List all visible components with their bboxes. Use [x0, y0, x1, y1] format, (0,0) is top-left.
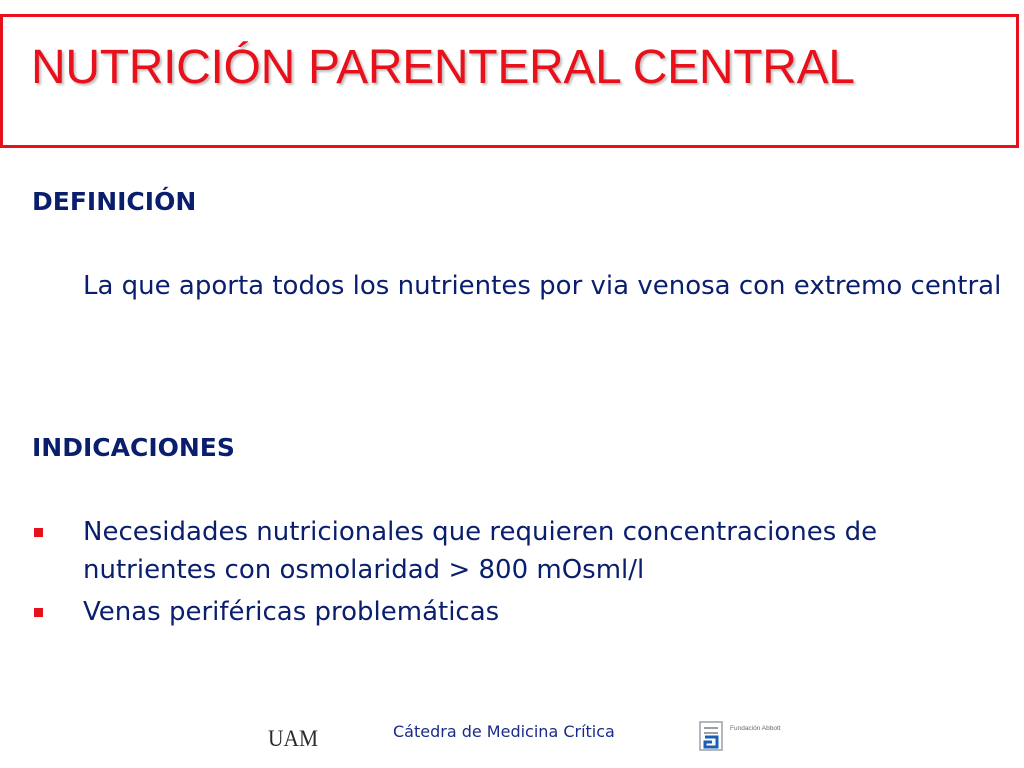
- indication-item-text: Venas periféricas problemáticas: [83, 597, 500, 627]
- definition-text: La que aporta todos los nutrientes por via venosa con extremo central: [83, 271, 1002, 301]
- definition-heading: DEFINICIÓN: [32, 187, 197, 216]
- indication-item-text: Necesidades nutricionales que requieren concentraciones de nutrientes con osmolaridad > 800 mOsml/l: [83, 517, 878, 585]
- bullet-square-icon: [34, 528, 43, 537]
- uam-logo-text: UAM: [268, 726, 318, 750]
- abbott-logo-mark: [700, 722, 722, 750]
- slide-title: NUTRICIÓN PARENTERAL CENTRAL: [31, 41, 855, 94]
- abbott-logo-text: Fundación Abbott: [730, 725, 781, 732]
- indication-item: [32, 593, 1002, 631]
- footer-chair-text: Cátedra de Medicina Crítica: [393, 722, 615, 741]
- indications-heading: INDICACIONES: [32, 433, 235, 462]
- bullet-square-icon: [34, 608, 43, 617]
- abbott-logo: [698, 720, 798, 752]
- indication-item: [32, 513, 1002, 589]
- uam-logo: [268, 724, 320, 750]
